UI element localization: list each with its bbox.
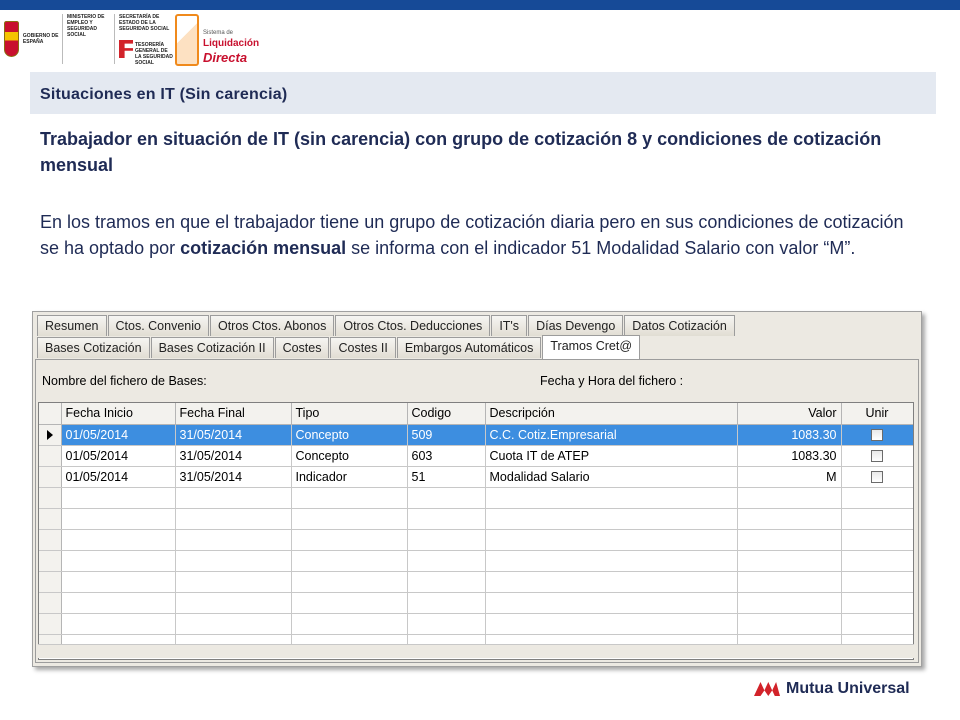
empty-cell bbox=[291, 529, 407, 550]
empty-cell bbox=[485, 571, 737, 592]
row-header[interactable] bbox=[39, 424, 61, 445]
gobierno-logo-text: GOBIERNO DE ESPAÑA bbox=[22, 33, 59, 45]
empty-cell bbox=[485, 529, 737, 550]
cell-valor[interactable]: 1083.30 bbox=[737, 424, 841, 445]
gobierno-logo bbox=[0, 12, 60, 66]
empty-row bbox=[39, 592, 913, 613]
empty-cell bbox=[485, 592, 737, 613]
empty-cell bbox=[485, 487, 737, 508]
cell-fecha-inicio[interactable]: 01/05/2014 bbox=[61, 466, 175, 487]
tab-panel-tramos bbox=[35, 359, 919, 663]
tab-tramos-cret@[interactable]: Tramos Cret@ bbox=[542, 335, 640, 359]
tramos-grid[interactable] bbox=[38, 402, 914, 660]
row-header[interactable] bbox=[39, 445, 61, 466]
cell-codigo[interactable]: 603 bbox=[407, 445, 485, 466]
empty-cell bbox=[841, 613, 913, 634]
empty-cell bbox=[737, 508, 841, 529]
empty-cell bbox=[175, 592, 291, 613]
empty-cell bbox=[407, 508, 485, 529]
tab-datos-cotización[interactable]: Datos Cotización bbox=[624, 315, 735, 336]
row-header bbox=[39, 592, 61, 613]
row-header bbox=[39, 550, 61, 571]
empty-cell bbox=[737, 487, 841, 508]
col-unir[interactable]: Unir bbox=[841, 403, 913, 424]
empty-cell bbox=[407, 613, 485, 634]
tab-row-2 bbox=[37, 337, 641, 359]
tab-costes[interactable]: Costes bbox=[275, 337, 330, 358]
empty-row bbox=[39, 571, 913, 592]
cell-fecha-final[interactable]: 31/05/2014 bbox=[175, 445, 291, 466]
empty-cell bbox=[485, 550, 737, 571]
empty-cell bbox=[61, 613, 175, 634]
empty-cell bbox=[841, 487, 913, 508]
tab-embargos-automáticos[interactable]: Embargos Automáticos bbox=[397, 337, 542, 358]
tesoreria-mark-icon bbox=[119, 40, 133, 58]
liquidacion-logo-line1: Liquidación bbox=[203, 38, 260, 49]
cell-unir bbox=[841, 466, 913, 487]
mutua-brand-text: Mutua Universal bbox=[786, 680, 910, 697]
tab-otros-ctos-deducciones[interactable]: Otros Ctos. Deducciones bbox=[335, 315, 490, 336]
empty-cell bbox=[407, 487, 485, 508]
app-window bbox=[32, 311, 922, 667]
table-row[interactable] bbox=[39, 424, 913, 445]
col-descripcion[interactable]: Descripción bbox=[485, 403, 737, 424]
cell-fecha-final[interactable]: 31/05/2014 bbox=[175, 424, 291, 445]
empty-cell bbox=[291, 508, 407, 529]
row-header bbox=[39, 571, 61, 592]
empty-row bbox=[39, 613, 913, 634]
cell-unir bbox=[841, 445, 913, 466]
liquidacion-logo-small: Sistema de bbox=[203, 30, 234, 36]
empty-cell bbox=[175, 550, 291, 571]
empty-cell bbox=[291, 487, 407, 508]
empty-cell bbox=[61, 487, 175, 508]
cell-tipo[interactable]: Concepto bbox=[291, 424, 407, 445]
col-fecha-inicio[interactable]: Fecha Inicio bbox=[61, 403, 175, 424]
cell-descripcion[interactable]: Modalidad Salario bbox=[485, 466, 737, 487]
ministerio-logo bbox=[62, 14, 112, 64]
empty-cell bbox=[737, 550, 841, 571]
empty-cell bbox=[175, 529, 291, 550]
cell-unir bbox=[841, 424, 913, 445]
mutua-universal-logo bbox=[754, 680, 910, 698]
empty-cell bbox=[61, 508, 175, 529]
cell-tipo[interactable]: Indicador bbox=[291, 466, 407, 487]
empty-row bbox=[39, 550, 913, 571]
tab-it-s[interactable]: IT's bbox=[491, 315, 527, 336]
tab-bases-cotización[interactable]: Bases Cotización bbox=[37, 337, 150, 358]
fecha-hora-label: Fecha y Hora del fichero : bbox=[540, 374, 684, 388]
tab-resumen[interactable]: Resumen bbox=[37, 315, 107, 336]
slide-headline: Trabajador en situación de IT (sin carencia) con grupo de cotización 8 y condiciones de cotización mensual bbox=[40, 129, 882, 175]
unir-checkbox[interactable] bbox=[871, 471, 883, 483]
empty-cell bbox=[61, 571, 175, 592]
coat-of-arms-icon bbox=[4, 21, 19, 57]
empty-cell bbox=[841, 529, 913, 550]
empty-cell bbox=[737, 571, 841, 592]
empty-cell bbox=[737, 592, 841, 613]
empty-cell bbox=[175, 613, 291, 634]
empty-cell bbox=[291, 550, 407, 571]
empty-cell bbox=[841, 592, 913, 613]
row-header[interactable] bbox=[39, 466, 61, 487]
empty-cell bbox=[61, 529, 175, 550]
cell-valor[interactable]: M bbox=[737, 466, 841, 487]
empty-cell bbox=[407, 571, 485, 592]
empty-cell bbox=[841, 508, 913, 529]
liquidacion-logo-icon bbox=[175, 14, 199, 66]
liquidacion-logo-line2: Directa bbox=[203, 50, 248, 65]
empty-cell bbox=[291, 592, 407, 613]
cell-codigo[interactable]: 509 bbox=[407, 424, 485, 445]
row-header bbox=[39, 613, 61, 634]
top-brand-bar bbox=[0, 0, 960, 10]
empty-cell bbox=[175, 571, 291, 592]
table-row[interactable] bbox=[39, 466, 913, 487]
empty-cell bbox=[407, 550, 485, 571]
empty-cell bbox=[737, 529, 841, 550]
empty-row bbox=[39, 529, 913, 550]
cell-fecha-inicio[interactable]: 01/05/2014 bbox=[61, 424, 175, 445]
seguridad-social-logo bbox=[114, 14, 174, 64]
tab-row-1 bbox=[37, 315, 736, 337]
col-codigo[interactable]: Codigo bbox=[407, 403, 485, 424]
mutua-mark-icon bbox=[754, 682, 780, 696]
tab-días-devengo[interactable]: Días Devengo bbox=[528, 315, 623, 336]
cell-fecha-final[interactable]: 31/05/2014 bbox=[175, 466, 291, 487]
current-row-arrow-icon bbox=[47, 430, 53, 440]
grid-header-row bbox=[39, 403, 913, 424]
empty-row bbox=[39, 508, 913, 529]
tesoreria-logo-text: TESORERÍA GENERAL DE LA SEGURIDAD SOCIAL bbox=[135, 42, 173, 66]
empty-row bbox=[39, 487, 913, 508]
horizontal-scrollbar[interactable] bbox=[38, 644, 914, 658]
row-header bbox=[39, 487, 61, 508]
tab-otros-ctos-abonos[interactable]: Otros Ctos. Abonos bbox=[210, 315, 334, 336]
tab-bases-cotización-ii[interactable]: Bases Cotización II bbox=[151, 337, 274, 358]
paragraph-text-2: se informa con el indicador 51 Modalidad Salario con valor “M”. bbox=[346, 238, 856, 258]
empty-cell bbox=[485, 613, 737, 634]
tab-costes-ii[interactable]: Costes II bbox=[330, 337, 395, 358]
cell-codigo[interactable]: 51 bbox=[407, 466, 485, 487]
empty-cell bbox=[737, 613, 841, 634]
paragraph-bold: cotización mensual bbox=[180, 238, 347, 258]
empty-cell bbox=[61, 592, 175, 613]
table-row[interactable] bbox=[39, 445, 913, 466]
paragraph-text-1: En los tramos en que el trabajador tiene un grupo de cotización diaria pero en sus condiciones de cotización se ha optado por bbox=[40, 212, 904, 258]
cell-valor[interactable]: 1083.30 bbox=[737, 445, 841, 466]
cell-descripcion[interactable]: C.C. Cotiz.Empresarial bbox=[485, 424, 737, 445]
cell-fecha-inicio[interactable]: 01/05/2014 bbox=[61, 445, 175, 466]
liquidacion-directa-logo bbox=[175, 12, 260, 68]
empty-cell bbox=[175, 508, 291, 529]
col-tipo[interactable]: Tipo bbox=[291, 403, 407, 424]
empty-cell bbox=[485, 508, 737, 529]
cell-descripcion[interactable]: Cuota IT de ATEP bbox=[485, 445, 737, 466]
slide-paragraph bbox=[40, 209, 920, 261]
empty-cell bbox=[407, 529, 485, 550]
tab-ctos-convenio[interactable]: Ctos. Convenio bbox=[108, 315, 209, 336]
secretaria-logo-text: SECRETARÍA DE ESTADO DE LA SEGURIDAD SOCIAL bbox=[119, 14, 170, 32]
row-header bbox=[39, 508, 61, 529]
row-header bbox=[39, 529, 61, 550]
empty-cell bbox=[407, 592, 485, 613]
col-fecha-final[interactable]: Fecha Final bbox=[175, 403, 291, 424]
section-title: Situaciones en IT (Sin carencia) bbox=[40, 86, 288, 103]
col-valor[interactable]: Valor bbox=[737, 403, 841, 424]
empty-cell bbox=[841, 571, 913, 592]
empty-cell bbox=[291, 571, 407, 592]
grid-corner bbox=[39, 403, 61, 424]
unir-checkbox[interactable] bbox=[871, 450, 883, 462]
cell-tipo[interactable]: Concepto bbox=[291, 445, 407, 466]
ministerio-logo-text: MINISTERIO DE EMPLEO Y SEGURIDAD SOCIAL bbox=[67, 14, 105, 38]
empty-cell bbox=[841, 550, 913, 571]
unir-checkbox[interactable] bbox=[871, 429, 883, 441]
empty-cell bbox=[61, 550, 175, 571]
empty-cell bbox=[291, 613, 407, 634]
fichero-label: Nombre del fichero de Bases: bbox=[42, 374, 207, 388]
empty-cell bbox=[175, 487, 291, 508]
